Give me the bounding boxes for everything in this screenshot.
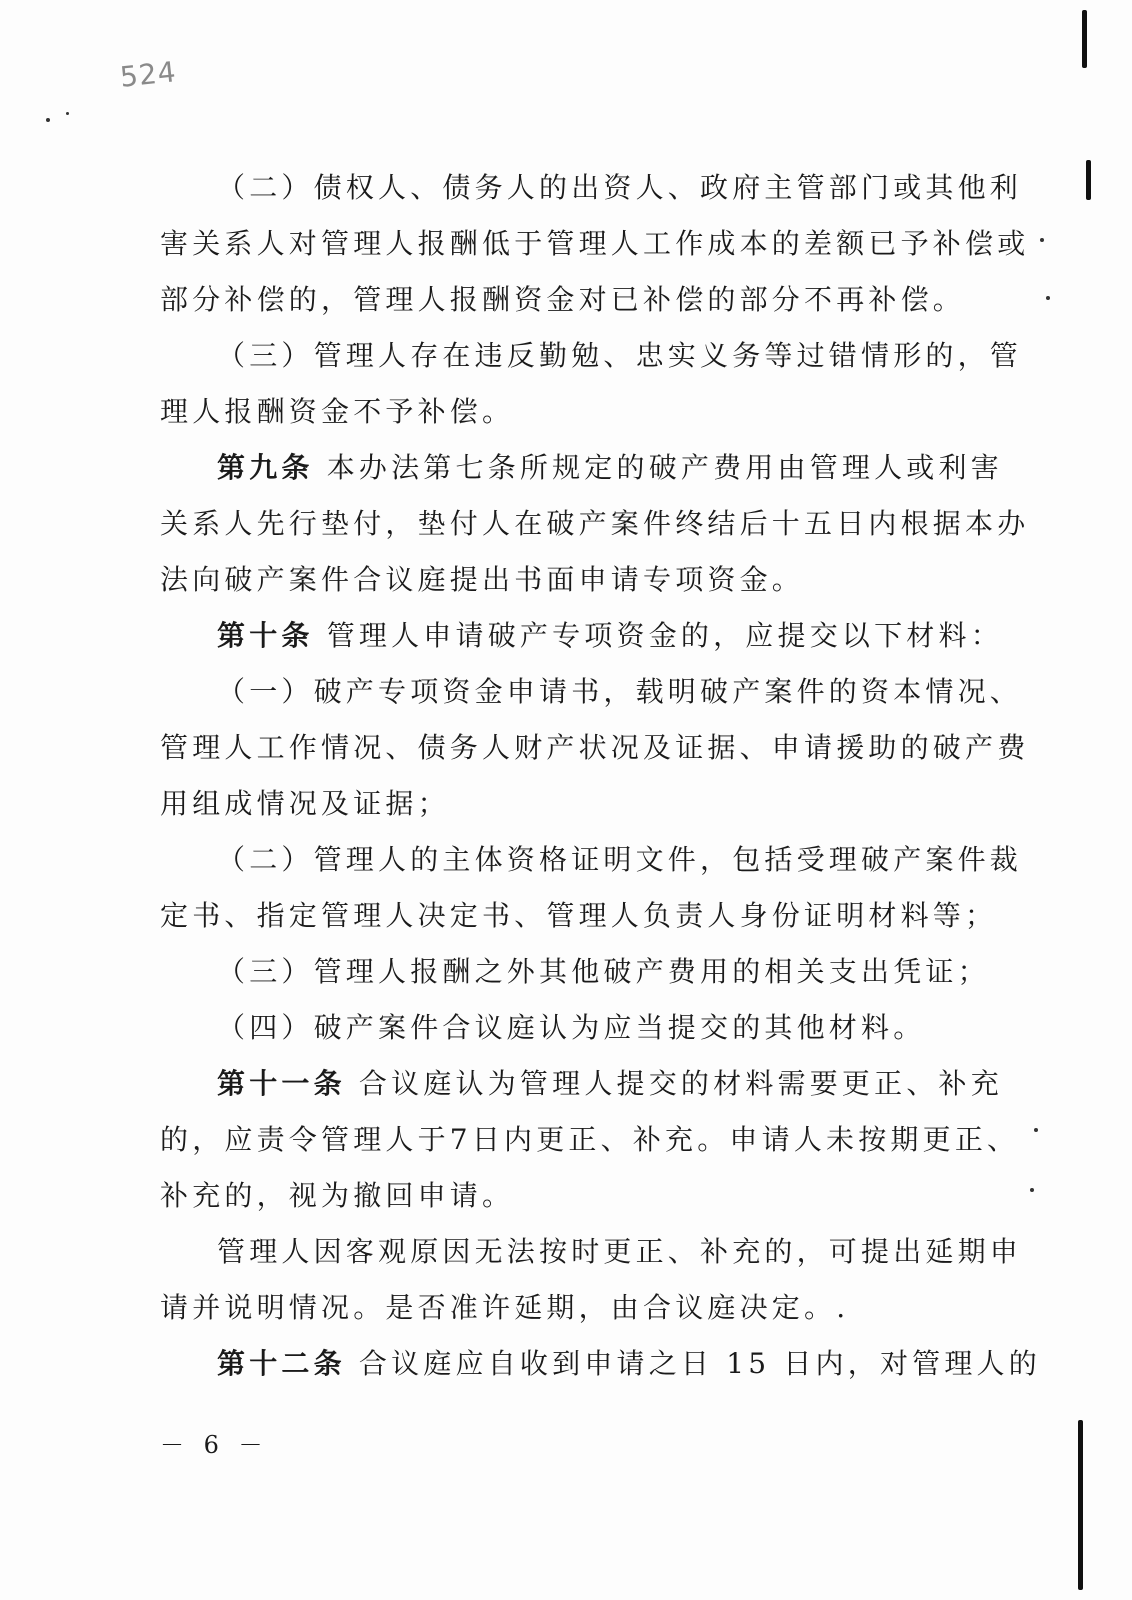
line-text: 部分补偿的，管理人报酬资金对已补偿的部分不再补偿。 (160, 283, 966, 316)
document-body (160, 160, 1041, 1392)
line-text: 请并说明情况。是否准许延期，由合议庭决定。. (160, 1291, 850, 1324)
line-text: 的，应责令管理人于7日内更正、补充。申请人未按期更正、 (160, 1123, 1020, 1156)
scan-speck (66, 112, 69, 115)
scan-speck (1034, 1128, 1038, 1132)
line-text: 用组成情况及证据； (160, 787, 450, 820)
text-line (160, 328, 1023, 384)
line-text: 害关系人对管理人报酬低于管理人工作成本的差额已予补偿或 (160, 227, 1030, 260)
text-line (160, 888, 998, 944)
line-text: 补充的，视为撤回申请。 (160, 1179, 515, 1212)
line-text: 关系人先行垫付，垫付人在破产案件终结后十五日内根据本办 (160, 507, 1030, 540)
text-line (160, 440, 1003, 496)
line-text: 本办法第七条所规定的破产费用由管理人或利害 (313, 451, 1003, 484)
article-heading: 第十二条 (217, 1347, 346, 1380)
text-line (160, 608, 1003, 664)
line-text: （一）破产专项资金申请书，载明破产案件的资本情况、 (217, 675, 1023, 708)
text-line (160, 944, 990, 1000)
text-line (160, 160, 1023, 216)
line-text: 管理人工作情况、债务人财产状况及证据、申请援助的破产费 (160, 731, 1030, 764)
article-heading: 第九条 (217, 451, 314, 484)
scan-speck (46, 118, 50, 122)
text-line (160, 1000, 960, 1056)
text-line (160, 1168, 960, 1224)
scan-speck (1030, 1188, 1034, 1192)
line-text: （二）管理人的主体资格证明文件，包括受理破产案件裁 (217, 843, 1023, 876)
text-line (160, 1280, 960, 1336)
text-line (160, 664, 1023, 720)
line-text: 合议庭应自收到申请之日 15 日内，对管理人的 (345, 1347, 1041, 1380)
text-line (160, 1112, 1020, 1168)
line-text: 法向破产案件合议庭提出书面申请专项资金。 (160, 563, 805, 596)
line-text: 定书、指定管理人决定书、管理人负责人身份证明材料等； (160, 899, 998, 932)
text-line (160, 272, 966, 328)
text-line (160, 776, 960, 832)
text-line (160, 1056, 1003, 1112)
line-text: （四）破产案件合议庭认为应当提交的其他材料。 (217, 1011, 926, 1044)
line-text: （二）债权人、债务人的出资人、政府主管部门或其他利 (217, 171, 1023, 204)
line-text: 理人报酬资金不予补偿。 (160, 395, 515, 428)
line-text: 管理人因客观原因无法按时更正、补充的，可提出延期申 (217, 1235, 1023, 1268)
article-heading: 第十一条 (217, 1067, 346, 1100)
page-number: － 6 － (160, 1431, 269, 1459)
line-text: 合议庭认为管理人提交的材料需要更正、补充 (345, 1067, 1003, 1100)
text-line (160, 832, 1023, 888)
text-line (160, 216, 1030, 272)
text-line (160, 1336, 1041, 1392)
scan-edge-mark (1082, 10, 1087, 68)
text-line (160, 496, 1030, 552)
line-text: （三）管理人存在违反勤勉、忠实义务等过错情形的，管 (217, 339, 1023, 372)
handwritten-page-note: 524 (118, 55, 179, 94)
text-line (160, 552, 960, 608)
line-text: （三）管理人报酬之外其他破产费用的相关支出凭证； (217, 955, 990, 988)
scan-edge-mark (1086, 160, 1091, 200)
text-line (160, 1224, 1023, 1280)
line-text: 管理人申请破产专项资金的，应提交以下材料： (313, 619, 1003, 652)
scan-edge-mark (1078, 1420, 1083, 1590)
scan-speck (1046, 296, 1050, 300)
article-heading: 第十条 (217, 619, 314, 652)
text-line (160, 720, 1030, 776)
scan-speck (1040, 238, 1044, 242)
text-line (160, 384, 960, 440)
